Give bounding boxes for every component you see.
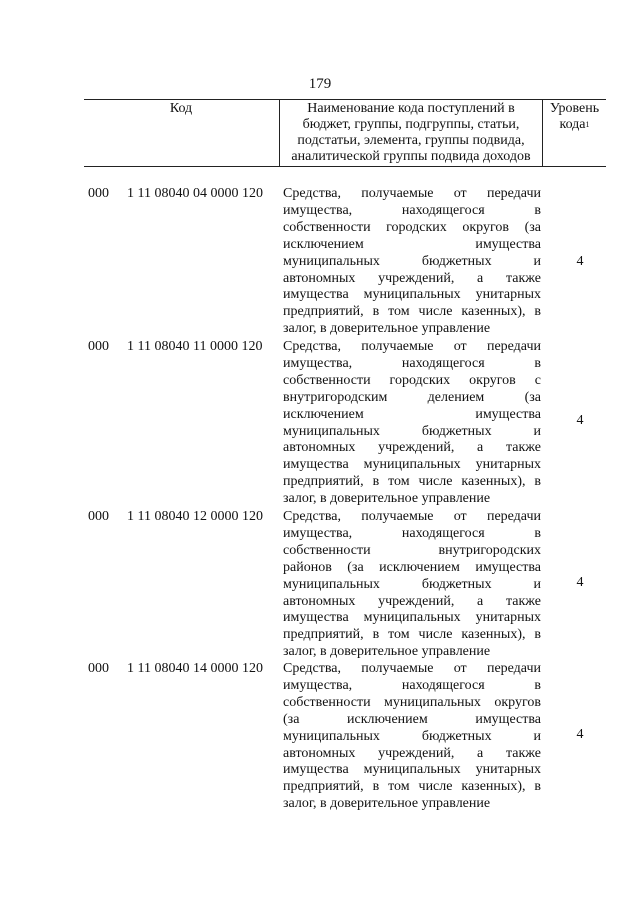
row-budget-code: 1 11 08040 11 0000 120 — [127, 339, 263, 354]
desc-line: собственности внутригородских — [283, 542, 541, 558]
row-budget-code: 1 11 08040 04 0000 120 — [127, 186, 263, 201]
desc-line: автономных учреждений, а также — [283, 593, 541, 609]
desc-line: предприятий, в том числе казенных), в — [283, 474, 541, 490]
desc-line: собственности муниципальных округов — [283, 694, 541, 710]
desc-line: Средства, получаемые от передачи — [283, 339, 541, 354]
desc-line: предприятий, в том числе казенных), в — [283, 779, 541, 795]
header-level — [543, 101, 606, 133]
desc-line: залог, в доверительное управление — [283, 491, 491, 507]
row-admin-code: 000 — [88, 186, 109, 201]
row-description — [283, 186, 541, 338]
desc-line: предприятий, в том числе казенных), в — [283, 304, 541, 320]
desc-line: собственности городских округов (за — [283, 219, 541, 235]
header-code: Код — [169, 101, 193, 116]
row-description — [283, 509, 541, 661]
row-description — [283, 661, 541, 813]
row-level: 4 — [576, 254, 584, 269]
header-level-text: кода — [559, 117, 586, 132]
desc-line: имущества муниципальных унитарных — [283, 610, 541, 626]
desc-line: исключением имущества — [283, 406, 541, 422]
header-name — [280, 101, 542, 165]
desc-line: предприятий, в том числе казенных), в — [283, 627, 541, 643]
desc-line: районов (за исключением имущества — [283, 559, 541, 575]
header-name-line: аналитической группы подвида доходов — [291, 149, 531, 164]
desc-line: имущества муниципальных унитарных — [283, 762, 541, 778]
desc-line: Средства, получаемые от передачи — [283, 186, 541, 201]
desc-line: залог, в доверительное управление — [283, 644, 491, 660]
row-budget-code: 1 11 08040 14 0000 120 — [127, 661, 263, 676]
desc-line: имущества муниципальных унитарных — [283, 457, 541, 473]
row-admin-code: 000 — [88, 509, 109, 524]
desc-line: имущества, находящегося в — [283, 355, 541, 371]
row-level: 4 — [576, 413, 584, 428]
desc-line: имущества муниципальных унитарных — [283, 287, 541, 303]
page-number: 179 — [308, 76, 332, 92]
desc-line: имущества, находящегося в — [283, 202, 541, 218]
desc-line: автономных учреждений, а также — [283, 440, 541, 456]
desc-line: муниципальных бюджетных и — [283, 728, 541, 744]
desc-line: исключением имущества — [283, 236, 541, 252]
row-description — [283, 339, 541, 508]
header-name-line: бюджет, группы, подгруппы, статьи, — [302, 117, 520, 132]
desc-line: (за исключением имущества — [283, 711, 541, 727]
header-name-line: подстатьи, элемента, группы подвида, — [297, 133, 525, 148]
desc-line: внутригородским делением (за — [283, 389, 541, 405]
desc-line: муниципальных бюджетных и — [283, 423, 541, 439]
desc-line: залог, в доверительное управление — [283, 796, 491, 812]
desc-line: Средства, получаемые от передачи — [283, 509, 541, 524]
row-admin-code: 000 — [88, 339, 109, 354]
desc-line: имущества, находящегося в — [283, 677, 541, 693]
desc-line: собственности городских округов с — [283, 372, 541, 388]
footnote-mark: 1 — [585, 120, 590, 129]
desc-line: имущества, находящегося в — [283, 525, 541, 541]
desc-line: муниципальных бюджетных и — [283, 253, 541, 269]
desc-line: Средства, получаемые от передачи — [283, 661, 541, 676]
desc-line: залог, в доверительное управление — [283, 321, 491, 337]
row-admin-code: 000 — [88, 661, 109, 676]
row-level: 4 — [576, 575, 584, 590]
header-rule-top — [84, 99, 606, 100]
header-level-line1: Уровень — [549, 101, 600, 116]
desc-line: муниципальных бюджетных и — [283, 576, 541, 592]
header-name-line: Наименование кода поступлений в — [307, 101, 515, 116]
row-budget-code: 1 11 08040 12 0000 120 — [127, 509, 263, 524]
header-level-line2 — [543, 117, 606, 133]
desc-line: автономных учреждений, а также — [283, 270, 541, 286]
desc-line: автономных учреждений, а также — [283, 745, 541, 761]
row-level: 4 — [576, 727, 584, 742]
header-rule-bottom — [84, 166, 606, 167]
